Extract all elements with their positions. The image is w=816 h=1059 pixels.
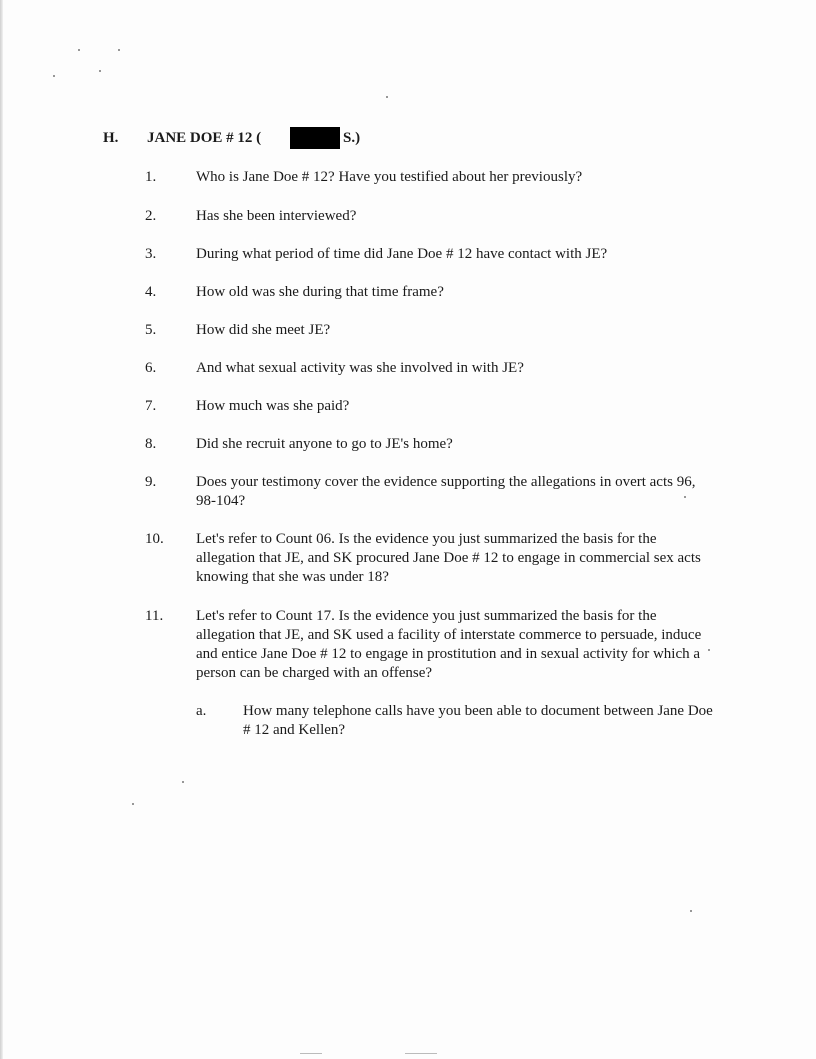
item-text: How did she meet JE? xyxy=(196,322,331,338)
scan-edge xyxy=(0,0,3,1059)
item-number: 10. xyxy=(145,531,164,547)
section-title: JANE DOE # 12 ( xyxy=(147,130,262,146)
section-title-tail: S.) xyxy=(343,130,361,146)
item-text: During what period of time did Jane Doe # 12 have contact with JE? xyxy=(196,246,608,262)
item-text: Has she been interviewed? xyxy=(196,208,357,224)
scan-speck xyxy=(690,910,692,912)
scan-mark xyxy=(405,1053,437,1054)
redaction-block xyxy=(290,127,340,149)
item-text: And what sexual activity was she involved in with JE? xyxy=(196,360,524,376)
item-number: 5. xyxy=(145,322,157,338)
item-text: How much was she paid? xyxy=(196,398,350,414)
item-number: 7. xyxy=(145,398,157,414)
item-number: 6. xyxy=(145,360,157,376)
scan-speck xyxy=(182,781,184,783)
item-number: 1. xyxy=(145,169,157,185)
item-text: How old was she during that time frame? xyxy=(196,284,444,300)
item-number: 9. xyxy=(145,474,157,490)
section-letter: H. xyxy=(103,130,119,146)
item-text: Let's refer to Count 17. Is the evidence you just summarized the basis for the allegation that JE, and SK used a facility of interstate commerce to persuade, induce and entice Jane Doe # 12 to engage in prostitution and in sexual activity for which a person can be charged with an offense? xyxy=(196,608,702,681)
scan-speck xyxy=(132,803,134,805)
item-text: Let's refer to Count 06. Is the evidence you just summarized the basis for the allegation that JE, and SK procured Jane Doe # 12 to engage in commercial sex acts knowing that she was under 18? xyxy=(196,531,701,585)
item-number: 3. xyxy=(145,246,157,262)
item-number: 8. xyxy=(145,436,157,452)
scan-speck xyxy=(99,70,101,72)
item-number: 4. xyxy=(145,284,157,300)
item-text: Did she recruit anyone to go to JE's home? xyxy=(196,436,453,452)
item-number: 2. xyxy=(145,208,157,224)
scan-mark xyxy=(300,1053,322,1054)
scan-speck xyxy=(78,49,80,51)
scan-speck xyxy=(118,49,120,51)
subitem-text: How many telephone calls have you been able to document between Jane Doe # 12 and Kellen? xyxy=(243,703,713,738)
item-text: Who is Jane Doe # 12? Have you testified about her previously? xyxy=(196,169,583,185)
scan-speck xyxy=(386,96,388,98)
subitem-letter: a. xyxy=(196,703,207,719)
item-text: Does your testimony cover the evidence supporting the allegations in overt acts 96, 98-104? xyxy=(196,474,696,509)
scan-speck xyxy=(53,75,55,77)
item-number: 11. xyxy=(145,608,164,624)
